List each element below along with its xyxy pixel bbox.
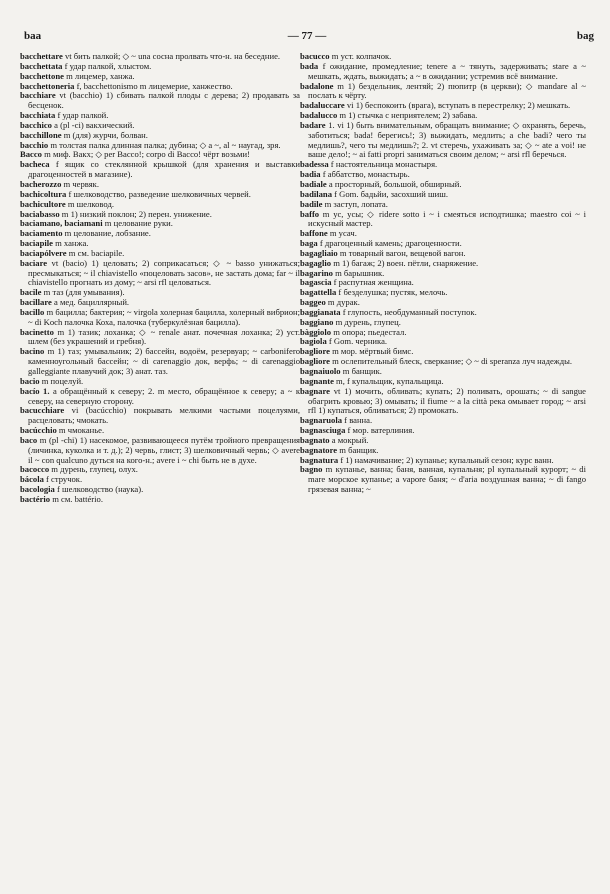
entry-definition: f, bacchettonismo m лицемерие, ханжество. [74,80,233,91]
entry-headword: bagliore [300,356,330,367]
dictionary-entry [300,465,586,495]
entry-headword: bàggiolo [300,326,332,337]
entry-headword: Bacco [20,149,42,160]
dictionary-entry [300,62,586,82]
entry-definition: m мор. мёртвый бимс. [329,346,414,357]
entry-headword: bacino [20,346,45,357]
entry-headword: baciamento [20,228,63,239]
entry-definition: m 1) низкий поклон; 2) перен. унижение. [59,208,212,219]
entry-definition: f ящик со стеклянной крышкой (для хранения и выставки драгоценностей в магазине). [28,159,300,180]
entry-definition: m червяк. [61,178,100,189]
entry-definition: vt бить палкой; ◇ ~ una сосна пролвать что-н. на беседние. [62,52,281,61]
entry-headword: baciare [20,257,48,268]
header-left-guideword: baa [24,30,42,42]
dictionary-entry [20,259,300,289]
entry-headword: bacio [20,375,40,386]
entry-headword: badalucco [300,110,338,121]
entry-definition: m таз (для умывания). [41,287,125,298]
entry-headword: bacchillone [20,129,62,140]
entry-headword: bagliore [300,346,330,357]
entry-definition: m ханжа. [52,238,89,249]
entry-headword: bagno [300,464,323,475]
entry-definition: m целование руки. [102,218,173,229]
entry-definition: m ослепительный блеск, сверкание; ◇ ~ di speranza луч надежды. [329,356,573,367]
entry-definition: m бацилла; бактерия; ~ virgola холерная бацилла, холерный вибрион; ~ di Koch палочка Коха, палочка (туберкулёзная бацилла). [28,306,300,327]
entry-headword: baciapile [20,238,53,249]
entry-definition: m чмоканье. [56,425,105,436]
entry-headword: bacucchiare [20,405,65,416]
entry-headword: bacillo [20,306,45,317]
entry-definition: f удар палкой. [55,110,109,121]
entry-definition: m товарный вагон, вещевой вагон. [337,247,466,258]
dictionary-entry [20,436,300,466]
entry-headword: bagnare [300,385,330,396]
entry-definition: m дурень, глупец, олух. [49,464,138,475]
entry-headword: bagnaiuolo [300,366,341,376]
entry-definition: m усач. [327,228,357,239]
entry-headword: baggianata [300,306,341,317]
entry-definition: m банщик. [337,444,379,455]
entry-definition: vt (bacchio) 1) сбивать палкой плоды с дерева; 2) продавать за бесценок. [28,90,300,111]
page-number: — 77 — [287,30,327,42]
page-header [20,30,594,44]
entry-headword: bacillare [20,297,52,308]
entry-headword: bacinetto [20,326,54,337]
dictionary-entry [20,328,300,348]
entry-definition: f шелководство, разведение шелковичных червей. [66,188,251,199]
entry-definition: m барышник. [332,267,385,278]
entry-headword: baga [300,238,318,249]
entry-headword: baffo [300,208,320,219]
dictionary-entry [20,495,300,505]
right-column [300,52,586,882]
entry-headword: baco [20,434,38,445]
entry-headword: bacile [20,287,42,298]
left-column [20,52,300,882]
entry-headword: bagaglio [300,257,332,268]
entry-headword: bagascia [300,277,332,288]
entry-headword: badia [300,169,321,180]
entry-definition: m 1) таз; умывальник; 2) бассейн, водоём, резервуар; ~ carbonifero каменноугольный бассейн; ~ di carenaggio док, верфь; ~ di carenaggio galleggiante плавучий док; 3) анат. таз. [28,346,300,376]
entry-definition: m 1) бездельник, лентяй; 2) пюпитр (в церкви); ◇ mandare al ~ послать к чёрту. [308,80,586,101]
entry-headword: bacucco [300,52,330,61]
entry-headword: baggiano [300,316,334,327]
entry-definition: f шелководство (наука). [54,484,144,495]
entry-definition: a (pl -ci) вакхический. [51,119,135,130]
entry-definition: f распутная женщина. [331,277,414,288]
entry-headword: bagnatore [300,444,338,455]
entry-definition: m 1) тазик; лоханка; ◇ ~ renale анат. почечная лоханка; 2) уст. шлем (без украшений и гребня). [28,326,300,347]
entry-headword: bacchiata [20,110,56,121]
entry-headword: bacúcchio [20,425,57,436]
dictionary-entry [300,387,586,417]
entry-definition: f драгоценный камень; драгоценности. [317,238,462,249]
entry-headword: bacío 1. [20,385,50,396]
dictionary-entry [20,347,300,377]
entry-headword: baciabasso [20,208,60,219]
entry-headword: bacherozzo [20,178,62,189]
entry-headword: bacchico [20,119,52,130]
header-right-guideword: bag [576,30,594,42]
entry-definition: m 1) стычка с неприятелем; 2) забава. [337,110,478,121]
entry-headword: bacchettare [20,52,63,61]
entry-definition: f Gom. черника. [326,336,388,347]
entry-definition: f Gom. бадьйи, засохший шиш. [332,188,448,199]
dictionary-entry [20,91,300,111]
dictionary-entry [20,160,300,180]
entry-headword: bacchettone [20,70,64,81]
entry-headword: bagnante [300,375,334,386]
entry-definition: f ванна. [342,415,373,426]
entry-headword: badilana [300,188,333,199]
entry-definition: a мокрый. [329,434,369,445]
entry-definition: f 1) намачивание; 2) купанье; купальный сезон; курс ванн. [338,454,554,465]
entry-definition: m банщик. [340,366,382,376]
entry-definition: m заступ, лопата. [322,198,388,209]
entry-headword: badalone [300,80,334,91]
entry-headword: bactério [20,493,51,504]
entry-definition: m ус, усы; ◇ ridere sotto i ~ i смеяться исподтишка; maestro coi ~ i искусный мастер. [308,208,586,229]
entry-definition: m толстая палка длинная палка; дубина; ◇ a ~, al ~ наугад, зря. [48,139,281,150]
entry-headword: bagnaruola [300,415,343,426]
entry-definition: m целование, лобзание. [62,228,151,239]
entry-headword: bagnatura [300,454,339,465]
entry-definition: vi 1) беспокоить (врага), вступать в перестрелку; 2) мешкать. [344,100,571,111]
entry-definition: f стручок. [43,474,83,485]
entry-definition: f настоятельница монастыря. [328,159,438,170]
entry-headword: badaluccare [300,100,345,111]
entry-definition: f аббатство, монастырь. [320,169,410,180]
entry-headword: badiale [300,178,327,189]
entry-headword: bada [300,60,319,71]
entry-headword: bacchettata [20,60,63,71]
entry-headword: bachicultore [20,198,66,209]
entry-definition: m (для) журчи, болван. [61,129,148,140]
dictionary-entry [20,308,300,328]
entry-definition: vt (bacio) 1) целовать; 2) соприкасаться; ◇ ~ basso унижаться; пресмыкаться; ~ il chiavistello «поцеловать засов», не застать дома; far ~ il chiavistello прогнать из дому; ~ arsi rfl целоваться. [28,257,300,288]
entry-headword: baggeo [300,297,326,308]
entry-headword: bacchiare [20,90,56,101]
entry-headword: bagnasciuga [300,425,346,436]
entry-headword: baciamano, baciamani [20,218,103,229]
entry-headword: badare [300,119,326,130]
entry-definition: m поцелуй. [39,375,84,386]
entry-definition: 1. vi 1) быть внимательным, обращать внимание; ◇ охранять, беречь, заботиться; bada! берегись!; 3) выжидать, медлить; a che badi? чего ты медлишь?, чего ты медлишь?; 2. vt стеречь, ухаживать за; ◇ ~ ate a voi! не ваше дело!; ~ ai fatti propri заниматься своим делом; ~ arsi rfl беречься. [308,119,586,160]
entry-headword: bagattella [300,287,337,298]
entry-definition: m дурень, глупец. [333,316,401,327]
entry-headword: badile [300,198,323,209]
entry-headword: bacheca [20,159,50,170]
entry-headword: baciapólvere [20,247,67,258]
entry-definition: vt 1) мочить, обливать; купать; 2) поливать, орошать; ~ di sangue обагрить кровью; 3) омывать; il fiume ~ a la città река омывает город; ~ arsi rfl 1) купаться, обливаться; 2) промокать. [308,385,586,416]
entry-definition: m (pl -chi) 1) насекомое, развивающееся путём тройного превращения (личинка, куколка и т. д.); 2) червь, глист; 3) шелковичный червь; ◇ avere il ~ con qualcuno дуться на кого-н.; avere i ~ chi быть не в духе. [28,434,300,465]
entry-definition: m купанье, ванна; баня, ванная, купальня; pl купальный курорт; ~ di mare морское купанье; a vapore баня; ~ d'aria воздушная ванна; ~ di fango грязевая ванна; ~ [308,464,586,495]
dictionary-entry [20,406,300,426]
entry-definition: m дурак. [325,297,360,308]
entry-definition: m см. battério. [50,493,104,504]
entry-headword: bagiola [300,336,327,347]
entry-definition: f ожидание, промедление; tenere a ~ тянуть, задерживать; stare a ~ мешкать, ждать, выжидать; a ~ в ожидании; устремив всё внимание. [308,60,586,81]
dictionary-entry [300,82,586,102]
entry-definition: f удар палкой, хлыстом. [62,60,152,71]
dictionary-entry [300,210,586,230]
entry-definition: a просторный, большой, обширный. [326,178,462,189]
entry-definition: m шелковод. [65,198,114,209]
entry-headword: bacocco [20,464,50,475]
entry-definition: f мор. ватерлиния. [345,425,415,436]
entry-headword: bacchio [20,139,49,150]
entry-definition: m см. baciapile. [66,247,125,258]
entry-definition: f глупость, необдуманный поступок. [340,306,477,317]
entry-definition: a обращённый к северу; 2. m место, обращённое к северу; a ~ к северу, на северную сторону. [28,385,300,406]
entry-headword: baffone [300,228,328,239]
entry-definition: m опора; пьедестал. [331,326,407,337]
entry-definition: a мед. бациллярный. [51,297,130,308]
entry-definition: m миф. Вакх; ◇ per Bacco!; corpo di Bacco! чёрт возьми! [41,149,250,160]
entry-headword: bagarino [300,267,333,278]
entry-definition: m лицемер, ханжа. [63,70,135,81]
dictionary-entry [300,121,586,160]
entry-headword: bachicoltura [20,188,67,199]
entry-definition: m 1) багаж; 2) воен. пётли, снаряжение. [331,257,479,268]
entry-headword: bacchettoneria [20,80,75,91]
entry-headword: badessa [300,159,329,170]
entry-definition: vi (bacúcchio) покрывать мелкими частыми поцелуями, расцеловать; чмокать. [28,405,300,426]
dictionary-entry [20,387,300,407]
entry-headword: bagagliaio [300,247,338,258]
entry-headword: bácola [20,474,44,485]
entry-definition: f безделушка; пустяк, мелочь. [336,287,448,298]
entry-headword: bagnato [300,434,330,445]
entry-definition: m, f купальщик, купальщица. [333,375,444,386]
entry-headword: bacologia [20,484,55,495]
entry-definition: m уст. колпачок. [329,52,392,61]
